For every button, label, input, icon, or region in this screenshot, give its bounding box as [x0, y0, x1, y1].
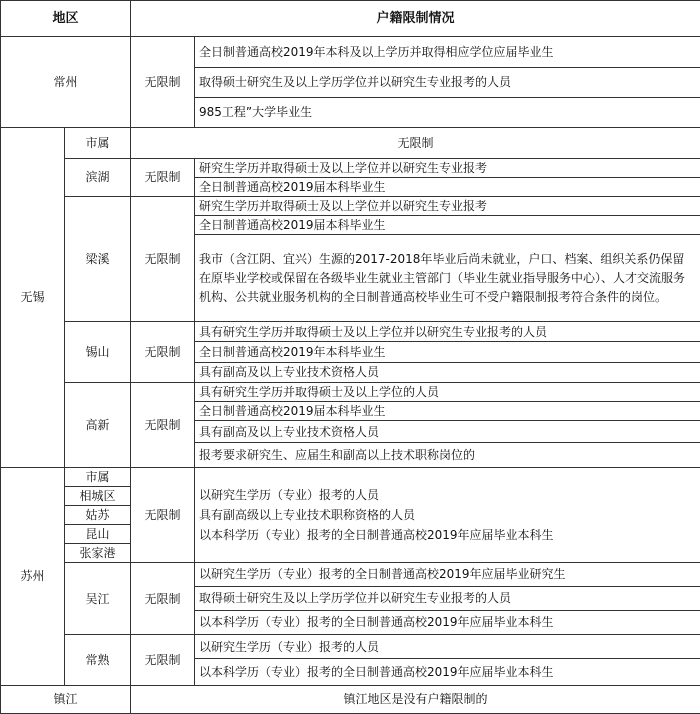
subregion-suzhou-changshu: 常熟 — [65, 635, 131, 685]
limit-suzhou-wujiang: 无限制 — [131, 563, 195, 635]
subregion-suzhou-gusu: 姑苏 — [65, 505, 131, 524]
condition-cell: 985工程”大学毕业生 — [195, 97, 700, 127]
subregion-suzhou-kunshan: 昆山 — [65, 525, 131, 544]
region-zhenjiang: 镇江 — [1, 685, 131, 713]
table-row — [1, 37, 700, 67]
subregion-wuxi-binhu: 滨湖 — [65, 158, 131, 196]
condition-line: 具有副高级以上专业技术职称资格的人员 — [199, 507, 416, 522]
condition-zhenjiang: 镇江地区是没有户籍限制的 — [131, 685, 700, 713]
condition-cell: 研究生学历并取得硕士及以上学位并以研究生专业报考 — [195, 158, 700, 177]
subregion-suzhou-wujiang: 吴江 — [65, 563, 131, 635]
subregion-suzhou-zhangjiagang: 张家港 — [65, 544, 131, 563]
condition-cell: 我市（含江阴、宜兴）生源的2017-2018年毕业后尚未就业，户口、档案、组织关系仍保留在原毕业学校或保留在各级毕业生就业主管部门（毕业生就业指导服务中心）、人才交流服务机构、公共就业服务机构的全日制普通高校毕业生可不受户籍限制报考符合条件的岗位。 — [195, 235, 700, 322]
region-suzhou: 苏州 — [1, 467, 65, 685]
limit-wuxi-xishan: 无限制 — [131, 322, 195, 383]
condition-suzhou-group1 — [195, 467, 700, 563]
subregion-wuxi-xishan: 锡山 — [65, 322, 131, 383]
condition-cell: 具有研究生学历并取得硕士及以上学位的人员 — [195, 382, 700, 401]
condition-cell: 全日制普通高校2019届本科毕业生 — [195, 216, 700, 235]
table-row — [1, 635, 700, 659]
condition-cell: 报考要求研究生、应届生和副高以上技术职称岗位的 — [195, 443, 700, 467]
condition-cell: 取得硕士研究生及以上学历学位并以研究生专业报考的人员 — [195, 586, 700, 610]
limit-suzhou-group1: 无限制 — [131, 467, 195, 563]
limit-wuxi-liangxi: 无限制 — [131, 196, 195, 321]
condition-cell: 以研究生学历（专业）报考的全日制普通高校2019年应届毕业研究生 — [195, 563, 700, 586]
table-row — [1, 322, 700, 342]
condition-wuxi-shishu: 无限制 — [131, 128, 700, 158]
condition-cell: 具有副高及以上专业技术资格人员 — [195, 421, 700, 443]
condition-cell: 研究生学历并取得硕士及以上学位并以研究生专业报考 — [195, 196, 700, 215]
table-row — [1, 196, 700, 215]
table-row — [1, 563, 700, 586]
condition-cell: 以本科学历（专业）报考的全日制普通高校2019年应届毕业本科生 — [195, 659, 700, 685]
condition-cell: 具有副高及以上专业技术资格人员 — [195, 362, 700, 382]
condition-cell: 具有研究生学历并取得硕士及以上学位并以研究生专业报考的人员 — [195, 322, 700, 342]
limit-wuxi-gaoxin: 无限制 — [131, 382, 195, 467]
condition-cell: 全日制普通高校2019届本科毕业生 — [195, 401, 700, 420]
header-policy: 户籍限制情况 — [131, 1, 700, 37]
table-row — [1, 685, 700, 713]
condition-line: 以本科学历（专业）报考的全日制普通高校2019年应届毕业本科生 — [199, 527, 554, 542]
condition-cell: 以本科学历（专业）报考的全日制普通高校2019年应届毕业本科生 — [195, 610, 700, 634]
table-row — [1, 128, 700, 158]
limit-wuxi-binhu: 无限制 — [131, 158, 195, 196]
condition-line: 以研究生学历（专业）报考的人员 — [199, 487, 380, 502]
table-header-row — [1, 1, 700, 37]
limit-changzhou: 无限制 — [131, 37, 195, 128]
limit-suzhou-changshu: 无限制 — [131, 635, 195, 685]
table-row — [1, 158, 700, 177]
condition-cell: 全日制普通高校2019届本科毕业生 — [195, 177, 700, 196]
subregion-wuxi-gaoxin: 高新 — [65, 382, 131, 467]
subregion-wuxi-shishu: 市属 — [65, 128, 131, 158]
condition-cell: 全日制普通高校2019年本科毕业生 — [195, 342, 700, 362]
subregion-suzhou-shishu: 市属 — [65, 467, 131, 486]
table-row — [1, 382, 700, 401]
condition-cell: 全日制普通高校2019年本科及以上学历并取得相应学位应届毕业生 — [195, 37, 700, 67]
table-row — [1, 467, 700, 486]
header-region: 地区 — [1, 1, 131, 37]
subregion-wuxi-liangxi: 梁溪 — [65, 196, 131, 321]
subregion-suzhou-xiangcheng: 相城区 — [65, 486, 131, 505]
condition-cell: 取得硕士研究生及以上学历学位并以研究生专业报考的人员 — [195, 67, 700, 97]
region-wuxi: 无锡 — [1, 128, 65, 467]
region-changzhou: 常州 — [1, 37, 131, 128]
condition-cell: 以研究生学历（专业）报考的人员 — [195, 635, 700, 659]
